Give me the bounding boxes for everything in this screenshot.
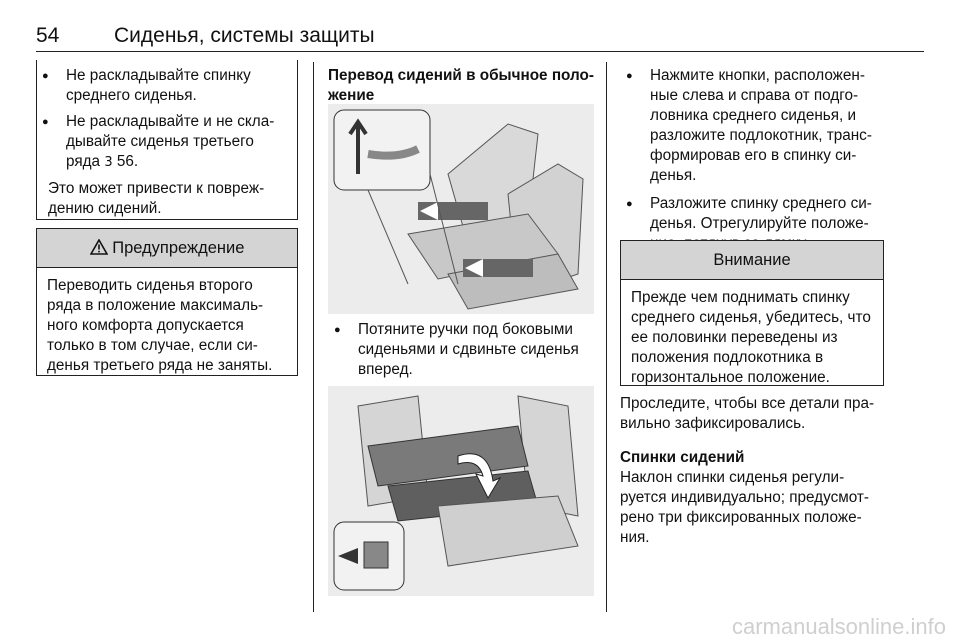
warning-title: Предупреждение [112,239,245,257]
list-item [36,112,288,173]
bullet-text: Нажмите кнопки, расположен-ные слева и справа от подго-ловника среднего сиденья, и разложите подлокотник, транс-формировав его в спинку си-денья. [650,67,872,184]
column-left [36,58,298,219]
armrest-illustration-graphic [328,386,594,596]
chapter-title: Сиденья, системы защиты [114,24,375,47]
warning-text: Переводить сиденья второго ряда в положение максималь-ного комфорта допускается только в том случае, если си-денья третьего ряда не заняты. [47,277,273,374]
column-right-lower [620,394,890,548]
paragraph: Наклон спинки сиденья регули-руется индивидуально; предусмот-рено три фиксированных положе-ния. [620,469,870,546]
warning-triangle-icon [90,239,108,255]
column-middle-list [328,320,596,386]
page-number: 54 [36,24,60,47]
warning-header [37,229,297,268]
list-item [620,66,890,186]
note-text: Это может привести к повреж-дению сидений. [48,180,265,217]
page-reference[interactable]: 56. [116,153,139,170]
list-item [328,320,596,380]
bullet-text: Разложите спинку среднего си-денья. Отрегулируйте положе- [650,195,872,232]
caution-text: Прежде чем поднимать спинку среднего сиденья, убедитесь, что ее половинки переведены из положения подлокотника в горизонтальное положение. [631,289,871,386]
column-right [620,66,890,260]
watermark: carmanualsonline.info [731,614,946,639]
bullet-text: Потяните ручки под боковыми сиденьями и сдвиньте сиденья вперед. [358,321,579,378]
column-divider [313,62,314,612]
warning-box [36,228,298,376]
bullet-text: Не раскладывайте спинку среднего сиденья. [66,67,251,104]
subsection-heading: Спинки сидений [620,449,745,466]
seat-illustration-graphic [328,104,594,314]
caution-box [620,240,884,386]
column-middle [328,58,596,106]
section-heading: Перевод сидений в обычное поло-жение [328,67,594,104]
paragraph: Проследите, чтобы все детали пра-вильно зафиксировались. [620,395,875,432]
caution-title: Внимание [621,241,883,280]
bullet-text: Не раскладывайте и не скла-дывайте сиденья третьего ряда [66,113,275,170]
page-header [36,6,924,52]
column-divider [606,62,607,612]
seat-slide-illustration [328,104,594,314]
list-item [36,66,288,106]
armrest-illustration [328,386,594,596]
reference-arrow-icon: 3 [104,155,113,170]
